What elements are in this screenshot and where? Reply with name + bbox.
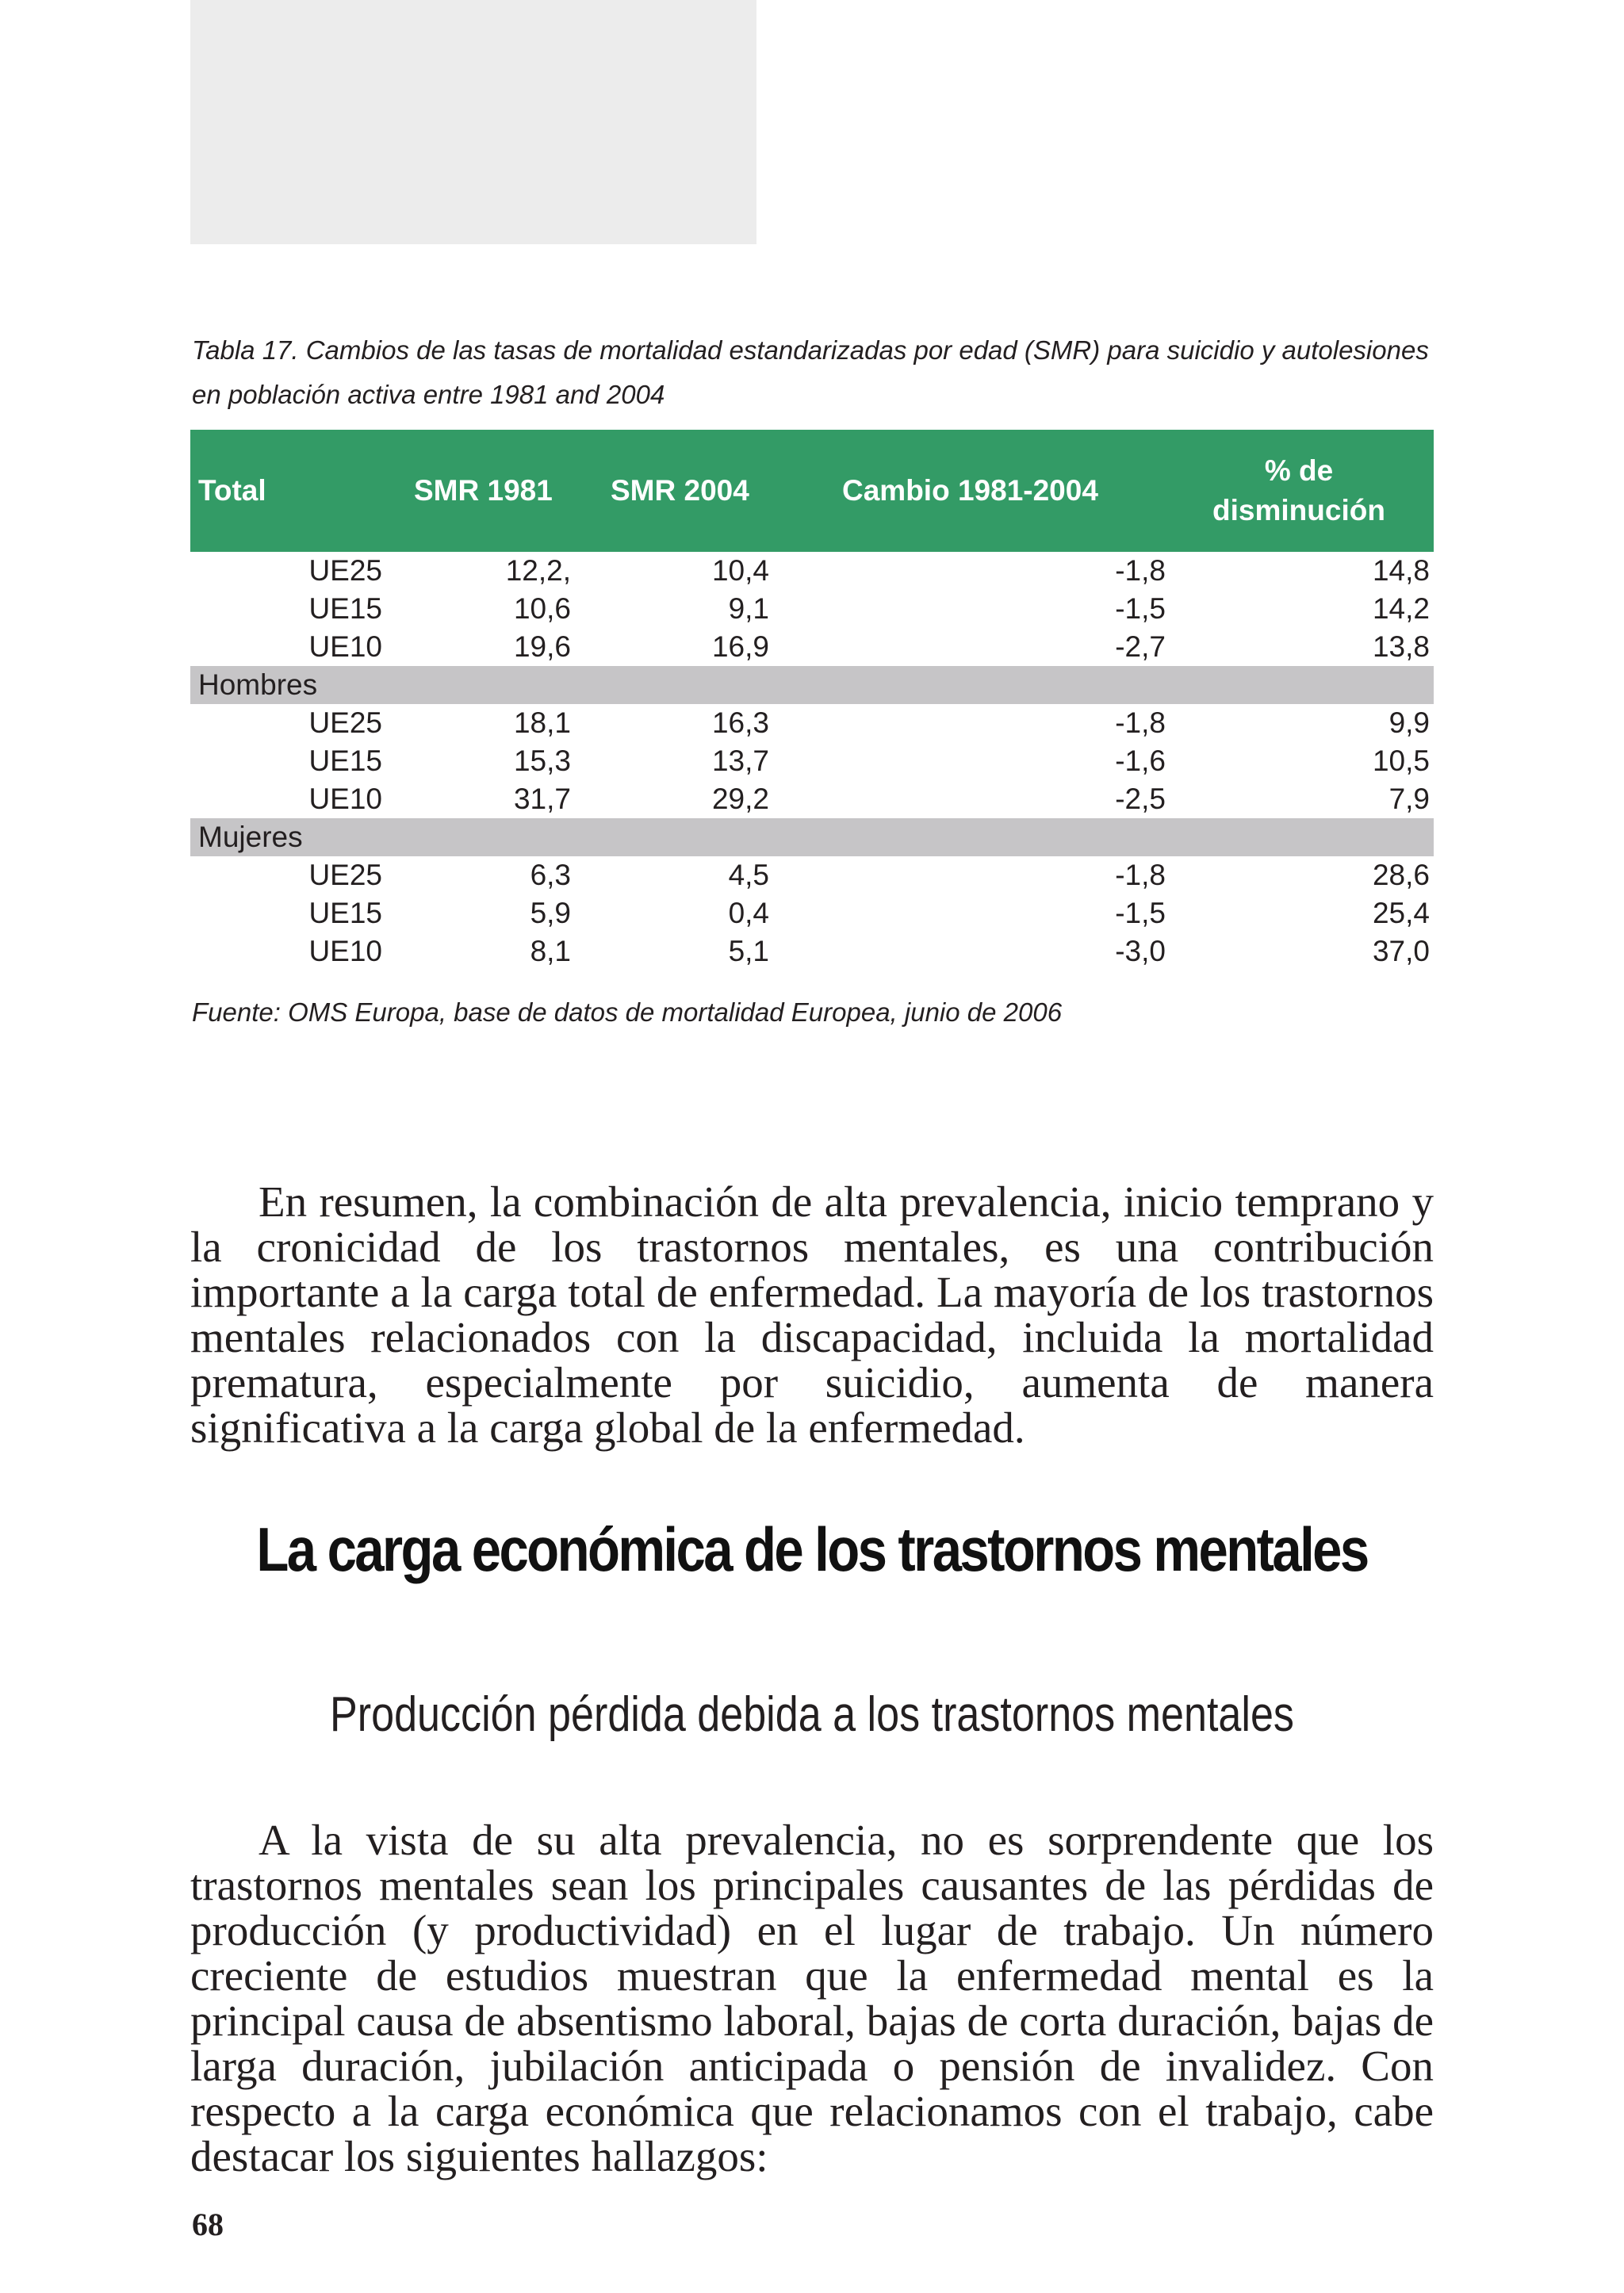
table-row	[190, 780, 1434, 818]
header-pct-disminucion	[1164, 430, 1434, 552]
cell-cambio: -1,8	[1115, 706, 1166, 739]
total-rows	[190, 552, 1434, 666]
cell-region: UE10	[308, 935, 382, 967]
table-row	[190, 552, 1434, 590]
cell-pct: 28,6	[1372, 859, 1430, 891]
cell-smr-1981: 19,6	[513, 630, 571, 663]
paragraph-summary: En resumen, la combinación de alta prevalencia, inicio temprano y la cronicidad de los trastornos mentales, es una contribución importante a la carga total de enfermedad. La mayoría de los trastornos mentales relacionados con la discapacidad, incluida la mortalidad prematura, especialmente por suicidio, aumenta de manera significativa a la carga global de la enfermedad.	[190, 1177, 1434, 1452]
header-pct-line-1: % de	[1264, 454, 1334, 487]
section-heading: La carga económica de los trastornos mentales	[256, 1514, 1368, 1584]
cell-region: UE15	[308, 745, 382, 777]
table-row	[190, 628, 1434, 666]
cell-cambio: -2,7	[1115, 630, 1166, 663]
cell-smr-2004: 5,1	[728, 935, 769, 967]
cell-pct: 37,0	[1372, 935, 1430, 967]
cell-smr-2004: 10,4	[711, 554, 769, 587]
cell-cambio: -1,8	[1115, 554, 1166, 587]
header-smr-1981: SMR 1981	[414, 474, 553, 507]
table-row	[190, 742, 1434, 780]
table-row	[190, 932, 1434, 970]
cell-cambio: -1,5	[1115, 897, 1166, 929]
smr-table	[190, 430, 1434, 970]
cell-smr-2004: 13,7	[711, 745, 769, 777]
cell-region: UE15	[308, 897, 382, 929]
table-caption	[192, 328, 1445, 417]
caption-line-1: Tabla 17. Cambios de las tasas de mortalidad estandarizadas por edad (SMR) para suicidio y autolesiones	[192, 335, 1429, 365]
cell-region: UE10	[308, 630, 382, 663]
cell-pct: 7,9	[1388, 783, 1430, 815]
cell-pct: 13,8	[1372, 630, 1430, 663]
table-row	[190, 704, 1434, 742]
cell-cambio: -2,5	[1115, 783, 1166, 815]
paragraph-production-loss: A la vista de su alta prevalencia, no es sorprendente que los trastornos mentales sean los principales causantes de las pérdidas de producción (y productividad) en el lugar de trabajo. Un número creciente de estudios muestran que la enfermedad mental es la principal causa de absentismo laboral, bajas de corta duración, bajas de larga duración, jubilación anticipada o pensión de invalidez. Con respecto a la carga económica que relacionamos con el trabajo, cabe destacar los siguientes hallazgos:	[190, 1816, 1434, 2180]
cell-region: UE10	[308, 783, 382, 815]
group-row-mujeres: Mujeres	[190, 818, 1434, 856]
cell-region: UE15	[308, 592, 382, 625]
cell-smr-1981: 15,3	[513, 745, 571, 777]
cell-smr-1981: 10,6	[513, 592, 571, 625]
cell-pct: 14,2	[1372, 592, 1430, 625]
cell-cambio: -1,8	[1115, 859, 1166, 891]
cell-pct: 9,9	[1388, 706, 1430, 739]
table-header	[190, 430, 1434, 552]
header-total: Total	[198, 474, 266, 507]
table-row	[190, 590, 1434, 628]
mujeres-rows	[190, 856, 1434, 970]
header-smr-2004: SMR 2004	[611, 474, 749, 507]
page-number: 68	[192, 2207, 224, 2242]
cell-smr-1981: 5,9	[530, 897, 571, 929]
cell-smr-2004: 29,2	[711, 783, 769, 815]
cell-region: UE25	[308, 554, 382, 587]
table-source: Fuente: OMS Europa, base de datos de mortalidad Europea, junio de 2006	[192, 997, 1063, 1027]
cell-pct: 25,4	[1372, 897, 1430, 929]
cell-cambio: -1,5	[1115, 592, 1166, 625]
cell-smr-2004: 4,5	[728, 859, 769, 891]
cell-smr-1981: 6,3	[530, 859, 571, 891]
cell-region: UE25	[308, 859, 382, 891]
header-pct-line-2: disminución	[1212, 494, 1385, 526]
image-placeholder	[190, 0, 756, 244]
cell-smr-2004: 16,3	[711, 706, 769, 739]
cell-cambio: -1,6	[1115, 745, 1166, 777]
cell-region: UE25	[308, 706, 382, 739]
cell-smr-1981: 31,7	[513, 783, 571, 815]
cell-smr-2004: 0,4	[728, 897, 769, 929]
cell-smr-1981: 12,2,	[505, 554, 571, 587]
subsection-heading: Producción pérdida debida a los trastornos mentales	[330, 1687, 1294, 1742]
cell-pct: 14,8	[1372, 554, 1430, 587]
cell-smr-2004: 16,9	[711, 630, 769, 663]
caption-line-2: en población activa entre 1981 and 2004	[192, 380, 665, 409]
cell-cambio: -3,0	[1115, 935, 1166, 967]
cell-pct: 10,5	[1372, 745, 1430, 777]
table-row	[190, 894, 1434, 932]
group-row-hombres: Hombres	[190, 666, 1434, 704]
table-row	[190, 856, 1434, 894]
header-cambio: Cambio 1981-2004	[842, 474, 1098, 507]
cell-smr-1981: 18,1	[513, 706, 571, 739]
hombres-rows	[190, 704, 1434, 818]
cell-smr-2004: 9,1	[728, 592, 769, 625]
cell-smr-1981: 8,1	[530, 935, 571, 967]
